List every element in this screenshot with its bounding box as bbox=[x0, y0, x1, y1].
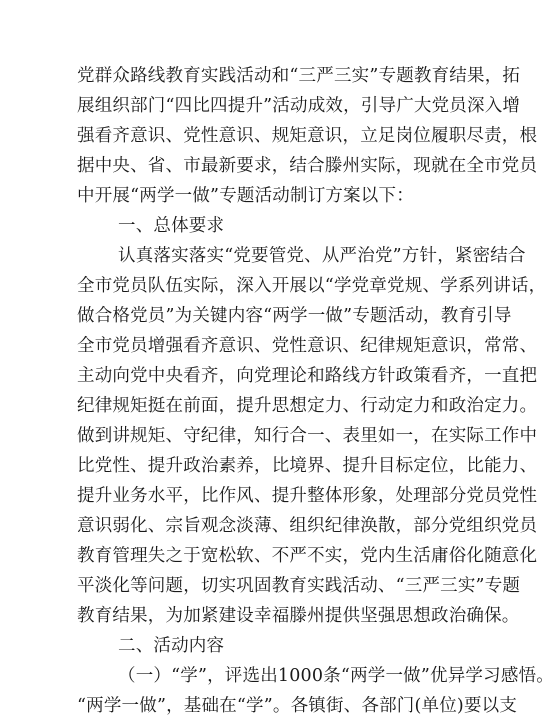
paragraph-line: 全市党员增强看齐意识、党性意识、纪律规矩意识，常常、 bbox=[77, 336, 538, 356]
paragraph-line: 展组织部门“四比四提升”活动成效，引导广大党员深入增 bbox=[77, 96, 521, 116]
paragraph-line: 提升业务水平，比作风、提升整体形象，处理部分党员党性 bbox=[77, 486, 538, 506]
section-heading: 一、总体要求 bbox=[118, 216, 225, 236]
paragraph-line: 比党性、提升政治素养，比境界、提升目标定位，比能力、 bbox=[77, 456, 538, 476]
section-heading: 二、活动内容 bbox=[118, 636, 225, 656]
paragraph-line: 教育管理失之于宽松软、不严不实，党内生活庸俗化随意化 bbox=[77, 546, 538, 566]
paragraph-line: 纪律规矩挺在前面，提升思想定力、行动定力和政治定力。 bbox=[77, 396, 538, 416]
paragraph-line: 教育结果，为加紧建设幸福滕州提供坚强思想政治确保。 bbox=[77, 606, 520, 626]
paragraph-line: “两学一做”，基础在“学”。各镇街、各部门(单位)要以支 bbox=[77, 696, 518, 716]
paragraph-line: 做合格党员”为关键内容“两学一做”专题活动，教育引导 bbox=[77, 306, 512, 326]
paragraph-line: 全市党员队伍实际，深入开展以“学党章党规、学系列讲话， bbox=[77, 276, 547, 296]
paragraph-line: 党群众路线教育实践活动和“三严三实”专题教育结果，拓 bbox=[77, 66, 521, 86]
paragraph-line: 做到讲规矩、守纪律，知行合一、表里如一，在实际工作中 bbox=[77, 426, 538, 446]
paragraph-line: 主动向党中央看齐，向党理论和路线方针政策看齐，一直把 bbox=[77, 366, 538, 386]
paragraph-line: 意识弱化、宗旨观念淡薄、组织纪律涣散，部分党组织党员 bbox=[77, 516, 538, 536]
paragraph-line: （一）“学”，评选出1000条“两学一做”优异学习感悟。 bbox=[118, 666, 554, 686]
paragraph-line: 认真落实落实“党要管党、从严治党”方针，紧密结合 bbox=[118, 246, 526, 266]
paragraph-line: 据中央、省、市最新要求，结合滕州实际，现就在全市党员 bbox=[77, 156, 538, 176]
paragraph-line: 中开展“两学一做”专题活动制订方案以下： bbox=[77, 186, 414, 206]
paragraph-line: 强看齐意识、党性意识、规矩意识，立足岗位履职尽责，根 bbox=[77, 126, 538, 146]
paragraph-line: 平淡化等问题，切实巩固教育实践活动、“三严三实”专题 bbox=[77, 576, 521, 596]
